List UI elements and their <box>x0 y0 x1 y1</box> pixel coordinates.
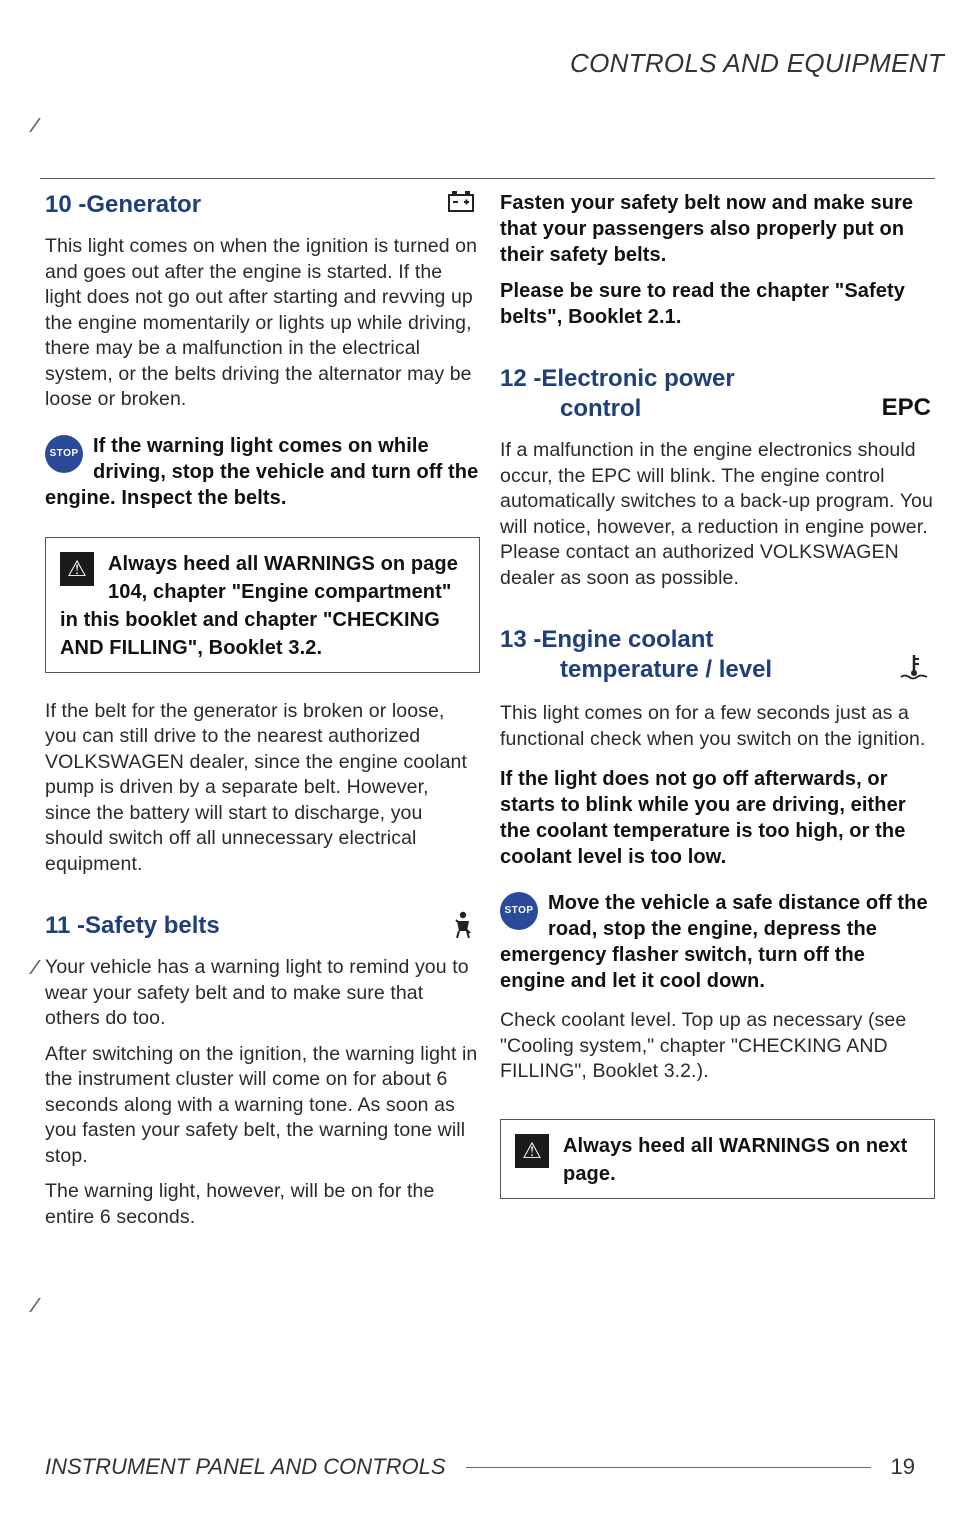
stop-icon: STOP <box>500 892 538 930</box>
belts-heading-row <box>45 911 480 945</box>
page-header: CONTROLS AND EQUIPMENT <box>570 48 945 78</box>
page-corner-mark <box>29 1298 61 1312</box>
epc-heading <box>500 364 735 424</box>
battery-icon <box>448 190 474 218</box>
fasten-belt-text: Fasten your safety belt now and make sure that your passengers also properly put on their safety belts. <box>500 192 914 266</box>
generator-heading-row <box>45 190 480 220</box>
header-rule <box>40 178 935 179</box>
belts-description: Your vehicle has a warning light to remind you to wear your safety belt and to make sure that others do too. <box>45 956 469 1029</box>
coolant-check-text: Check coolant level. Top up as necessary (see "Cooling system," chapter "CHECKING AND FILLING", Booklet 3.2.). <box>500 1009 907 1082</box>
coolant-stop-text: Move the vehicle a safe distance off the road, stop the engine, depress the emergency flasher switch, turn off the engine and let it cool down. <box>500 892 928 992</box>
coolant-stop-note <box>500 890 935 994</box>
generator-belt-text: If the belt for the generator is broken or loose, you can still drive to the nearest authorized VOLKSWAGEN dealer, since the engine coolant pump is driven by a separate belt. However, since the battery will start to discharge, you should switch off all unnecessary electrical equipment. <box>45 699 467 875</box>
coolant-heading-row <box>500 625 935 687</box>
epc-heading-line2: control <box>560 395 642 422</box>
stop-icon: STOP <box>45 435 83 473</box>
epc-description: If a malfunction in the engine electronics should occur, the EPC will blink. The engine control automatically switches to a back-up program. You will notice, however, a reduction in engine power. Please contact an authorized VOLKSWAGEN dealer as soon as possible. <box>500 439 933 589</box>
footer-rule <box>466 1467 871 1468</box>
coolant-heading-line1: 13 -Engine coolant <box>500 626 714 653</box>
generator-stop-text: If the warning light comes on while driving, stop the vehicle and turn off the engine. Inspect the belts. <box>45 434 479 509</box>
coolant-warning-text: Always heed all WARNINGS on next page. <box>563 1134 908 1185</box>
page-footer <box>45 1454 915 1480</box>
warning-icon: ⚠ <box>515 1134 549 1168</box>
belts-duration-text: The warning light, however, will be on for the entire 6 seconds. <box>45 1180 435 1228</box>
generator-heading: 10 -Generator <box>45 191 202 218</box>
left-column <box>45 190 480 1230</box>
page-number: 19 <box>890 1454 915 1479</box>
epc-heading-line1: 12 -Electronic power <box>500 365 735 392</box>
read-chapter-text: Please be sure to read the chapter "Safety belts", Booklet 2.1. <box>500 280 905 328</box>
generator-stop-note <box>45 433 480 511</box>
generator-warning-text: Always heed all WARNINGS on page 104, chapter "Engine compartment" in this booklet and chapter "CHECKING AND FILLING", Booklet 3.2. <box>60 552 458 659</box>
coolant-heading-line2: temperature / level <box>560 656 773 683</box>
coolant-description: This light comes on for a few seconds just as a functional check when you switch on the ignition. <box>500 702 926 750</box>
coolant-bold-text: If the light does not go off afterwards, or starts to blink while you are driving, either the coolant temperature is too high, or the coolant level is too low. <box>500 768 906 868</box>
warning-icon: ⚠ <box>60 552 94 586</box>
footer-section: INSTRUMENT PANEL AND CONTROLS <box>45 1454 446 1479</box>
coolant-heading <box>500 625 772 685</box>
seatbelt-icon <box>452 911 474 945</box>
belts-heading: 11 -Safety belts <box>45 912 220 939</box>
epc-heading-row <box>500 364 935 424</box>
coolant-warning-box <box>500 1119 935 1199</box>
generator-warning-box <box>45 537 480 673</box>
belts-ignition-text: After switching on the ignition, the warning light in the instrument cluster will come on for about 6 seconds along with a warning tone. As soon as you fasten your safety belt, the warning tone will stop. <box>45 1042 478 1167</box>
page-corner-mark <box>29 118 61 132</box>
coolant-temperature-icon <box>899 653 929 687</box>
epc-symbol: EPC <box>881 394 931 421</box>
generator-description: This light comes on when the ignition is turned on and goes out after the engine is started. If the light does not go out after starting and revving up the engine momentarily or lights up while driving, there may be a malfunction in the electrical system, or the belts driving the alternator may be loose or broken. <box>45 235 478 410</box>
right-column <box>500 190 935 1199</box>
